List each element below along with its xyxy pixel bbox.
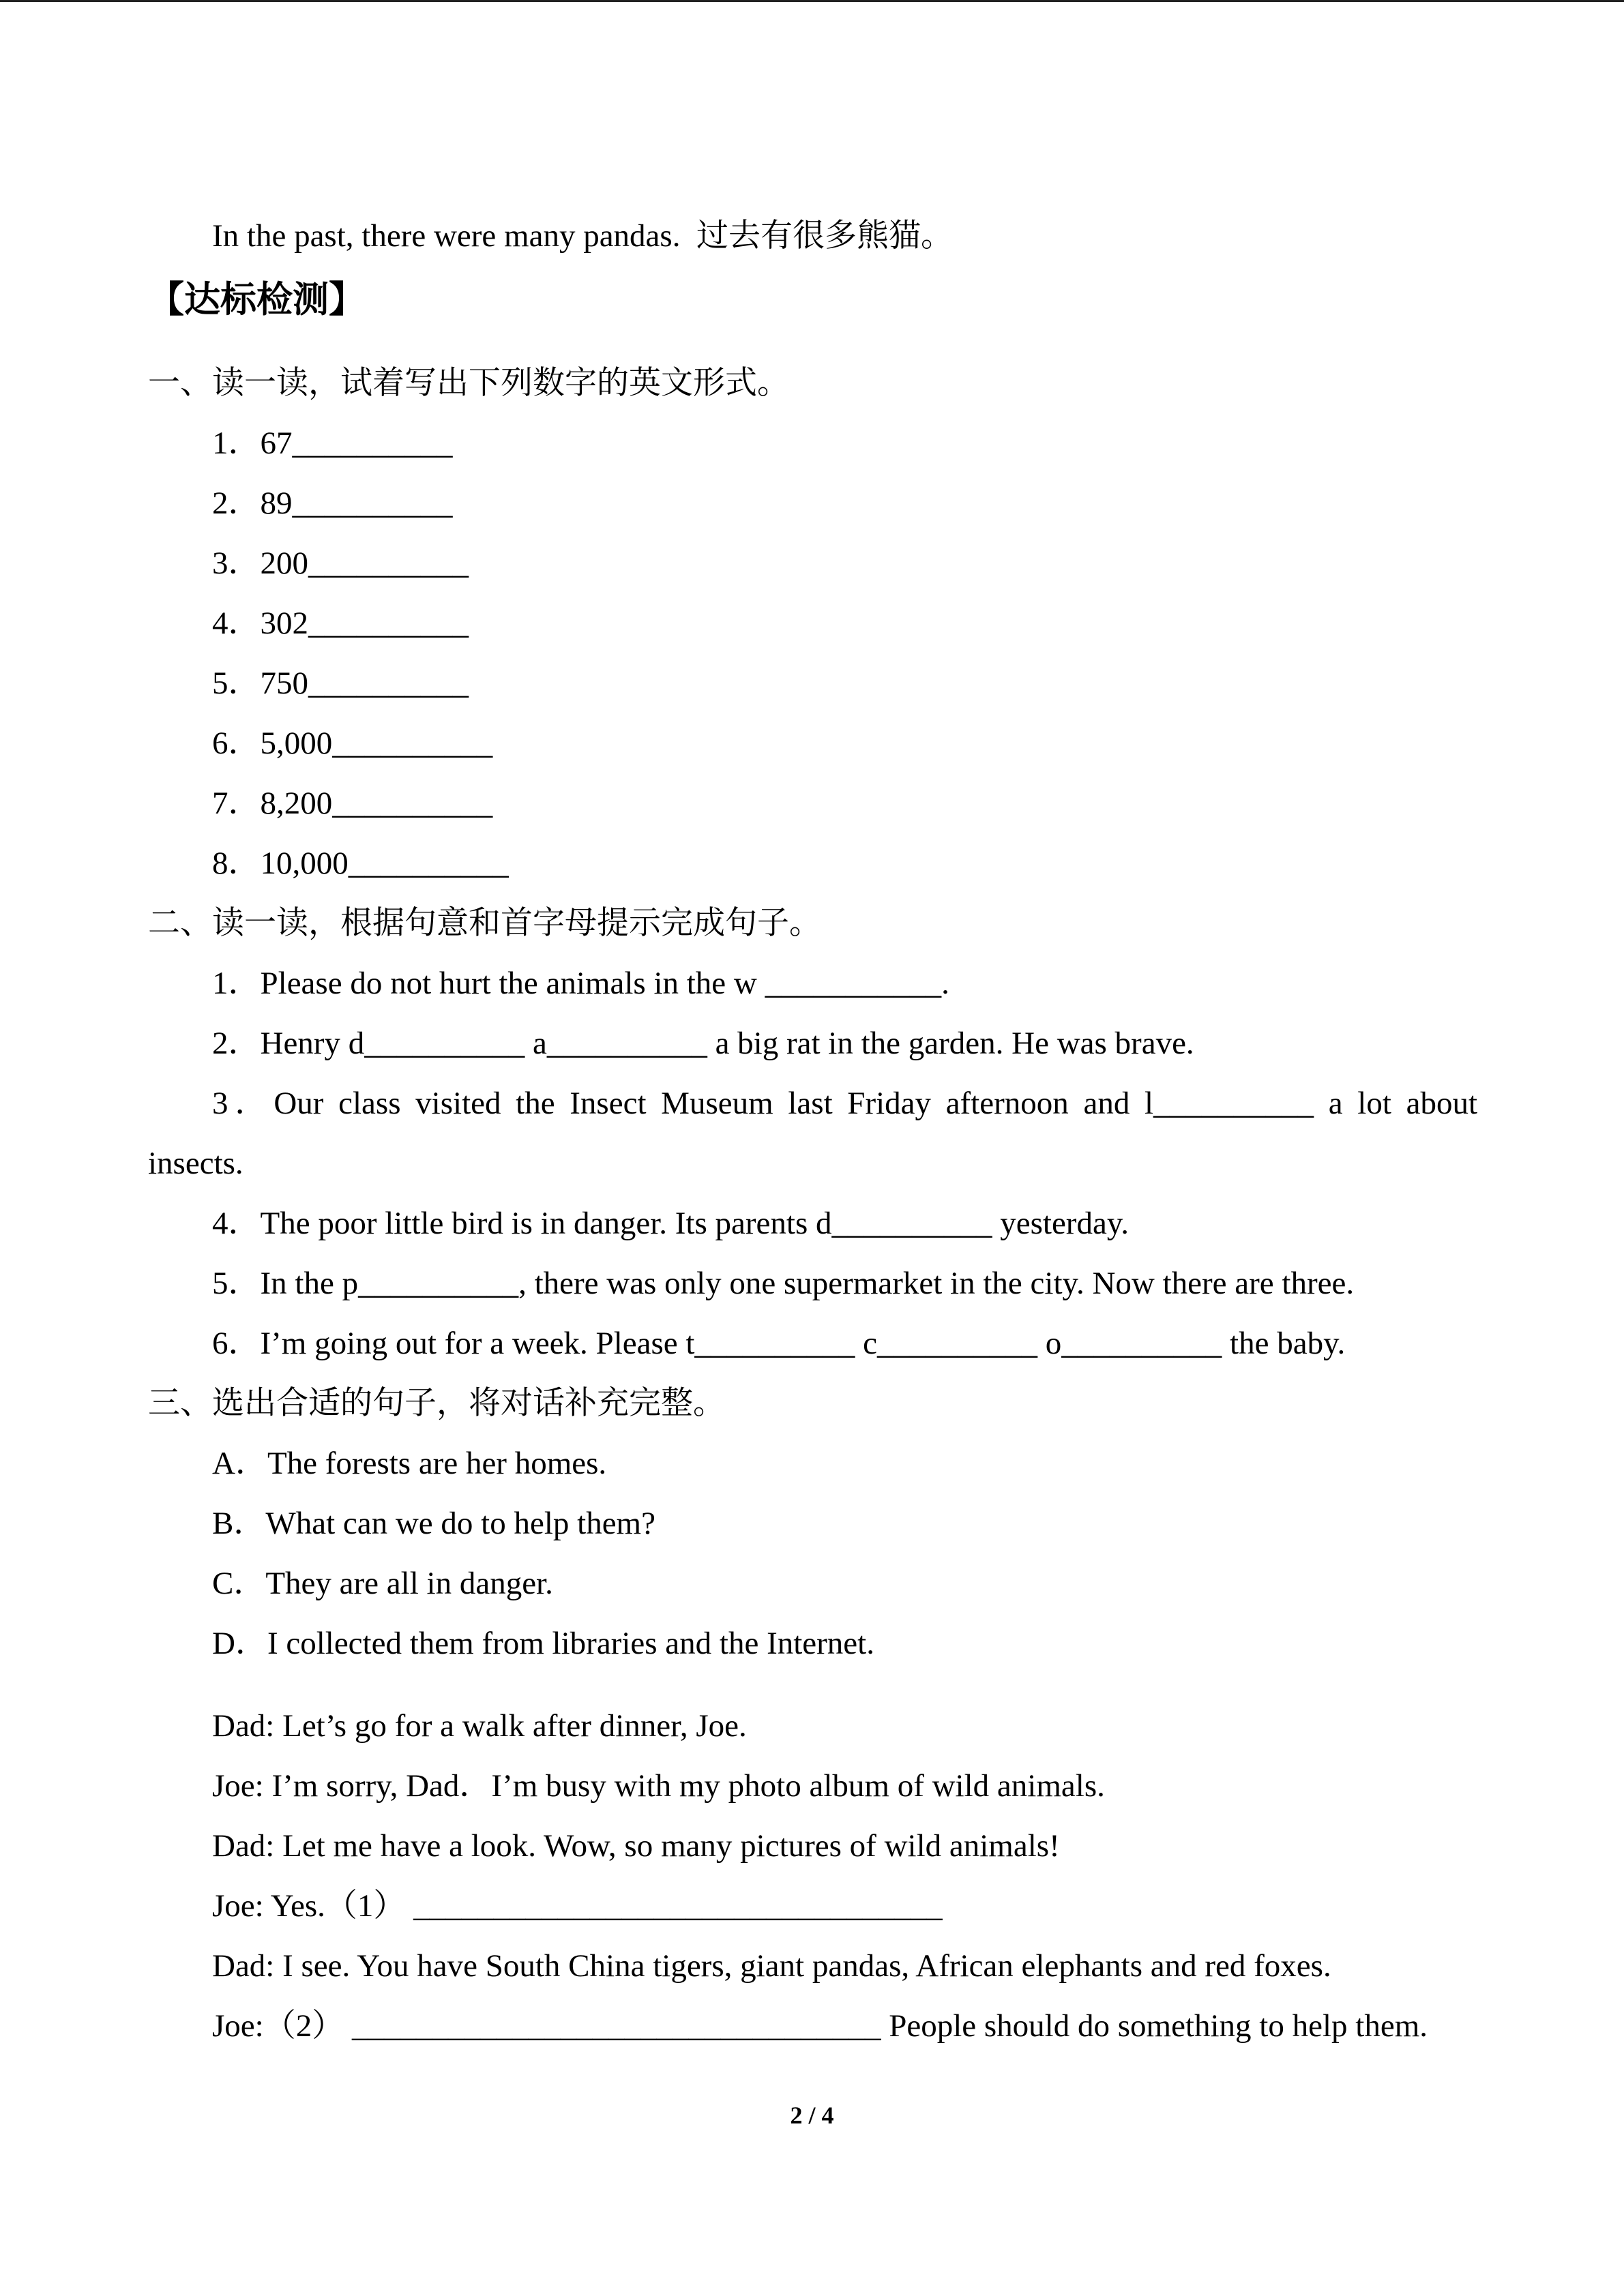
sentence-item: 4．The poor little bird is in danger. Its parents d__________ yesterday. xyxy=(212,1206,1130,1241)
section-heading: 【达标检测】 xyxy=(148,280,365,320)
sentence-item: 3．Our class visited the Insect Museum last Friday afternoon and l__________ a lot about xyxy=(212,1086,1477,1121)
dialogue-line: Joe: I’m sorry, Dad．I’m busy with my photo album of wild animals. xyxy=(212,1768,1105,1804)
section1-title: 一、读一读，试着写出下列数字的英文形式。 xyxy=(148,366,789,401)
dialogue-line: Joe: Yes.（1） _________________________________ xyxy=(212,1888,943,1924)
dialogue-line: Dad: Let me have a look. Wow, so many pictures of wild animals! xyxy=(212,1828,1060,1864)
option-item: D．I collected them from libraries and the Internet. xyxy=(212,1626,874,1661)
sentence-item: 1．Please do not hurt the animals in the w ___________. xyxy=(212,966,949,1001)
exercises-block xyxy=(148,353,1477,1673)
option-item: C．They are all in danger. xyxy=(212,1566,553,1601)
option-item: A．The forests are her homes. xyxy=(212,1446,607,1481)
page-top-border xyxy=(0,0,1624,2)
number-item: 8．10,000__________ xyxy=(212,846,509,881)
number-item: 1．67__________ xyxy=(212,426,453,461)
number-item: 5．750__________ xyxy=(212,666,469,701)
sentence-item: 5．In the p__________, there was only one supermarket in the city. Now there are three. xyxy=(212,1266,1355,1301)
heading-block xyxy=(148,270,1477,330)
dialogue-line: Dad: I see. You have South China tigers, giant pandas, African elephants and red foxes. xyxy=(212,1948,1331,1984)
sentence-item-continuation: insects. xyxy=(148,1146,243,1181)
sentence-item: 2．Henry d__________ a__________ a big rat in the garden. He was brave. xyxy=(212,1026,1194,1061)
page-number: 2 / 4 xyxy=(790,2102,834,2129)
number-item: 4．302__________ xyxy=(212,606,469,641)
intro-sentence: In the past, there were many pandas. 过去有很多熊猫。 xyxy=(212,218,953,254)
dialogue-line: Dad: Let’s go for a walk after dinner, Joe. xyxy=(212,1708,747,1744)
sentence-item: 6．I’m going out for a week. Please t__________ c__________ o__________ the baby. xyxy=(212,1326,1346,1361)
number-item: 6．5,000__________ xyxy=(212,726,493,761)
number-item: 7．8,200__________ xyxy=(212,786,493,821)
section2-title: 二、读一读，根据句意和首字母提示完成句子。 xyxy=(148,906,821,941)
number-item: 3．200__________ xyxy=(212,546,469,581)
section3-title: 三、选出合适的句子，将对话补充完整。 xyxy=(148,1386,725,1421)
intro-block xyxy=(148,206,1477,266)
dialogue-line: Joe:（2） _________________________________ People should do something to help them. xyxy=(212,2008,1428,2044)
option-item: B．What can we do to help them? xyxy=(212,1506,655,1541)
number-item: 2．89__________ xyxy=(212,486,453,521)
dialogue-block xyxy=(148,1696,1477,2056)
